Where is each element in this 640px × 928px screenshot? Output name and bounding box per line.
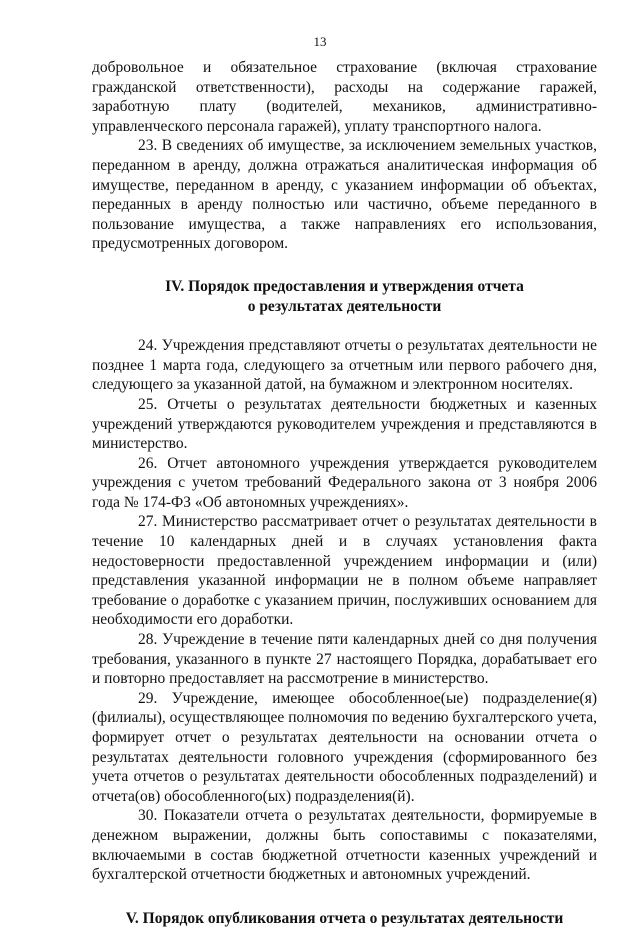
section-4-heading-line-2: о результатах деятельности bbox=[247, 297, 442, 315]
paragraph-23: 23. В сведениях об имуществе, за исключением земельных участков, переданном в аренду, должна отражаться аналитическая информация об имуществе, переданном в аренду, с указанием информации об объектах, переданных в аренду полностью или частично, объеме переданного в пользование имущества, а также направлениях его использования, предусмотренных договором. bbox=[92, 137, 597, 253]
section-4-heading-line-1: IV. Порядок предоставления и утверждения отчета bbox=[165, 277, 524, 295]
paragraph-29: 29. Учреждение, имеющее обособленное(ые) подразделение(я) (филиалы), осуществляющее полномочия по ведению бухгалтерского учета, формирует отчет о результатах деятельности на основании отчета о результатах деятельности головного учреждения (сформированного без учета отчетов о результатах деятельности обособленных подразделений) и отчета(ов) обособленного(ых) подразделения(й). bbox=[92, 689, 597, 805]
paragraph-28: 28. Учреждение в течение пяти календарных дней со дня получения требования, указанного в пункте 27 настоящего Порядка, дорабатывает его и повторно предоставляет на рассмотрение в министерство. bbox=[92, 631, 597, 688]
paragraph-27: 27. Министерство рассматривает отчет о результатах деятельности в течение 10 календарных дней и в случаях установления факта недостоверности предоставленной учреждением информации и (или) представления указанной информации не в полном объеме направляет требование о доработке с указанием причин, послуживших основанием для необходимости его доработки. bbox=[92, 513, 597, 629]
paragraph-continuation: добровольное и обязательное страхование (включая страхование гражданской ответственности), расходы на содержание гаражей, заработную плату (водителей, механиков, административно-управленческого персонала гаражей), уплату транспортного налога. bbox=[92, 59, 597, 135]
page-number: 13 bbox=[313, 34, 327, 49]
section-5-heading: V. Порядок опубликования отчета о результатах деятельности bbox=[125, 909, 564, 927]
paragraph-24: 24. Учреждения представляют отчеты о результатах деятельности не позднее 1 марта года, следующего за отчетным или первого рабочего дня, следующего за указанной датой, на бумажном и электронном носителях. bbox=[92, 337, 597, 394]
paragraph-25: 25. Отчеты о результатах деятельности бюджетных и казенных учреждений утверждаются руководителем учреждения и представляются в министерство. bbox=[92, 395, 597, 453]
document-body bbox=[92, 58, 597, 928]
paragraph-26: 26. Отчет автономного учреждения утверждается руководителем учреждения с учетом требований Федерального закона от 3 ноября 2006 года № 174-ФЗ «Об автономных учреждениях». bbox=[92, 454, 597, 511]
section-4-heading bbox=[92, 277, 597, 316]
paragraph-30: 30. Показатели отчета о результатах деятельности, формируемые в денежном выражении, должны быть сопоставимы с показателями, включаемыми в состав бюджетной отчетности казенных учреждений и бухгалтерской отчетности бюджетных и автономных учреждений. bbox=[92, 807, 597, 884]
